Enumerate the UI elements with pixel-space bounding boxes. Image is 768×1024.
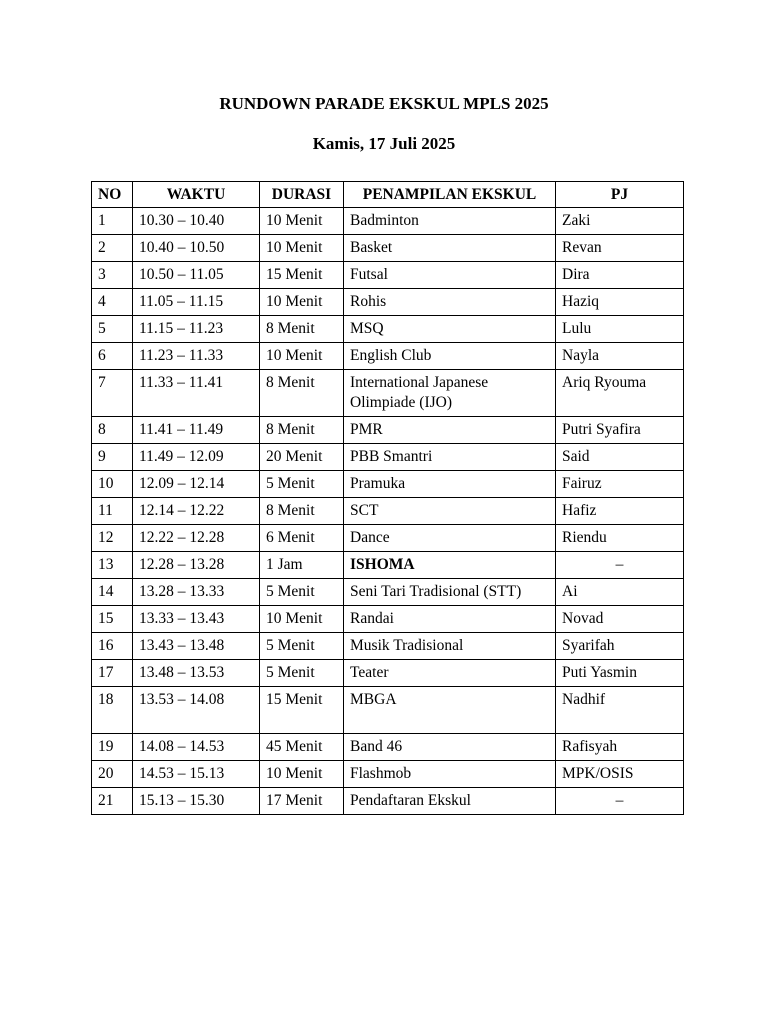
- column-header-waktu: WAKTU: [133, 182, 260, 208]
- cell-penampilan: Badminton: [344, 208, 556, 235]
- table-header-row: [92, 182, 684, 208]
- cell-waktu: 11.41 – 11.49: [133, 417, 260, 444]
- table-row: [92, 761, 684, 788]
- cell-durasi: 10 Menit: [260, 235, 344, 262]
- cell-waktu: 13.28 – 13.33: [133, 579, 260, 606]
- table-row: [92, 525, 684, 552]
- cell-pj: Haziq: [556, 289, 684, 316]
- table-row: [92, 734, 684, 761]
- cell-no: 16: [92, 633, 133, 660]
- cell-waktu: 11.49 – 12.09: [133, 444, 260, 471]
- cell-pj: Puti Yasmin: [556, 660, 684, 687]
- table-row: [92, 444, 684, 471]
- cell-no: 2: [92, 235, 133, 262]
- cell-pj: Rafisyah: [556, 734, 684, 761]
- cell-pj: MPK/OSIS: [556, 761, 684, 788]
- cell-durasi: 15 Menit: [260, 262, 344, 289]
- cell-durasi: 6 Menit: [260, 525, 344, 552]
- cell-pj: Ariq Ryouma: [556, 370, 684, 417]
- cell-durasi: 1 Jam: [260, 552, 344, 579]
- cell-penampilan: Flashmob: [344, 761, 556, 788]
- table-row: [92, 370, 684, 417]
- table-row: [92, 417, 684, 444]
- cell-no: 5: [92, 316, 133, 343]
- cell-pj: Novad: [556, 606, 684, 633]
- cell-pj: Riendu: [556, 525, 684, 552]
- cell-durasi: 5 Menit: [260, 633, 344, 660]
- cell-waktu: 11.23 – 11.33: [133, 343, 260, 370]
- cell-waktu: 14.53 – 15.13: [133, 761, 260, 788]
- cell-penampilan: English Club: [344, 343, 556, 370]
- table-row: [92, 262, 684, 289]
- cell-pj: Hafiz: [556, 498, 684, 525]
- cell-no: 6: [92, 343, 133, 370]
- table-row: [92, 289, 684, 316]
- table-row: [92, 471, 684, 498]
- cell-no: 21: [92, 788, 133, 815]
- cell-durasi: 8 Menit: [260, 498, 344, 525]
- cell-durasi: 15 Menit: [260, 687, 344, 734]
- cell-no: 17: [92, 660, 133, 687]
- cell-pj: –: [556, 788, 684, 815]
- cell-no: 7: [92, 370, 133, 417]
- cell-penampilan: PMR: [344, 417, 556, 444]
- cell-pj: Putri Syafira: [556, 417, 684, 444]
- cell-waktu: 11.33 – 11.41: [133, 370, 260, 417]
- cell-waktu: 13.48 – 13.53: [133, 660, 260, 687]
- cell-penampilan: International Japanese Olimpiade (IJO): [344, 370, 556, 417]
- table-row: [92, 633, 684, 660]
- cell-penampilan: Pramuka: [344, 471, 556, 498]
- cell-waktu: 10.50 – 11.05: [133, 262, 260, 289]
- cell-pj: Zaki: [556, 208, 684, 235]
- cell-penampilan: Seni Tari Tradisional (STT): [344, 579, 556, 606]
- table-body: [92, 208, 684, 815]
- cell-waktu: 14.08 – 14.53: [133, 734, 260, 761]
- cell-waktu: 12.09 – 12.14: [133, 471, 260, 498]
- cell-durasi: 5 Menit: [260, 660, 344, 687]
- cell-durasi: 17 Menit: [260, 788, 344, 815]
- table-row: [92, 660, 684, 687]
- cell-no: 9: [92, 444, 133, 471]
- column-header-pj: PJ: [556, 182, 684, 208]
- document-title: RUNDOWN PARADE EKSKUL MPLS 2025: [219, 94, 549, 113]
- cell-no: 18: [92, 687, 133, 734]
- cell-pj: Ai: [556, 579, 684, 606]
- cell-penampilan: PBB Smantri: [344, 444, 556, 471]
- cell-no: 15: [92, 606, 133, 633]
- cell-durasi: 10 Menit: [260, 343, 344, 370]
- table-row: [92, 343, 684, 370]
- cell-no: 10: [92, 471, 133, 498]
- table-row: [92, 579, 684, 606]
- cell-durasi: 10 Menit: [260, 289, 344, 316]
- cell-penampilan: MSQ: [344, 316, 556, 343]
- cell-penampilan: SCT: [344, 498, 556, 525]
- cell-waktu: 13.53 – 14.08: [133, 687, 260, 734]
- table-row: [92, 208, 684, 235]
- column-header-no: NO: [92, 182, 133, 208]
- cell-pj: Lulu: [556, 316, 684, 343]
- cell-pj: Revan: [556, 235, 684, 262]
- cell-pj: Nadhif: [556, 687, 684, 734]
- cell-penampilan: Randai: [344, 606, 556, 633]
- table-row: [92, 498, 684, 525]
- cell-penampilan: Dance: [344, 525, 556, 552]
- cell-penampilan: Basket: [344, 235, 556, 262]
- cell-durasi: 20 Menit: [260, 444, 344, 471]
- cell-durasi: 5 Menit: [260, 471, 344, 498]
- cell-waktu: 12.28 – 13.28: [133, 552, 260, 579]
- table-row: [92, 235, 684, 262]
- cell-no: 8: [92, 417, 133, 444]
- cell-penampilan: Futsal: [344, 262, 556, 289]
- cell-durasi: 5 Menit: [260, 579, 344, 606]
- table-row: [92, 606, 684, 633]
- cell-pj: Said: [556, 444, 684, 471]
- column-header-penampilan: PENAMPILAN EKSKUL: [344, 182, 556, 208]
- column-header-durasi: DURASI: [260, 182, 344, 208]
- cell-waktu: 13.43 – 13.48: [133, 633, 260, 660]
- cell-penampilan: Teater: [344, 660, 556, 687]
- cell-no: 4: [92, 289, 133, 316]
- cell-durasi: 10 Menit: [260, 761, 344, 788]
- table-row: [92, 316, 684, 343]
- cell-no: 3: [92, 262, 133, 289]
- cell-waktu: 15.13 – 15.30: [133, 788, 260, 815]
- cell-waktu: 10.40 – 10.50: [133, 235, 260, 262]
- cell-waktu: 13.33 – 13.43: [133, 606, 260, 633]
- cell-no: 20: [92, 761, 133, 788]
- cell-penampilan: Pendaftaran Ekskul: [344, 788, 556, 815]
- table-row: [92, 552, 684, 579]
- cell-no: 12: [92, 525, 133, 552]
- cell-pj: –: [556, 552, 684, 579]
- cell-pj: Nayla: [556, 343, 684, 370]
- cell-penampilan: Rohis: [344, 289, 556, 316]
- cell-penampilan: Band 46: [344, 734, 556, 761]
- cell-waktu: 12.22 – 12.28: [133, 525, 260, 552]
- cell-pj: Syarifah: [556, 633, 684, 660]
- cell-penampilan: ISHOMA: [344, 552, 556, 579]
- cell-waktu: 12.14 – 12.22: [133, 498, 260, 525]
- cell-pj: Fairuz: [556, 471, 684, 498]
- cell-no: 19: [92, 734, 133, 761]
- cell-durasi: 10 Menit: [260, 208, 344, 235]
- cell-no: 1: [92, 208, 133, 235]
- rundown-table: [91, 181, 684, 815]
- cell-durasi: 10 Menit: [260, 606, 344, 633]
- document-date: Kamis, 17 Juli 2025: [312, 134, 456, 153]
- table-row: [92, 687, 684, 734]
- cell-no: 13: [92, 552, 133, 579]
- cell-durasi: 8 Menit: [260, 370, 344, 417]
- cell-durasi: 8 Menit: [260, 417, 344, 444]
- cell-durasi: 45 Menit: [260, 734, 344, 761]
- cell-penampilan: MBGA: [344, 687, 556, 734]
- table-row: [92, 788, 684, 815]
- cell-waktu: 11.15 – 11.23: [133, 316, 260, 343]
- cell-waktu: 11.05 – 11.15: [133, 289, 260, 316]
- cell-no: 14: [92, 579, 133, 606]
- cell-no: 11: [92, 498, 133, 525]
- cell-pj: Dira: [556, 262, 684, 289]
- cell-penampilan: Musik Tradisional: [344, 633, 556, 660]
- cell-waktu: 10.30 – 10.40: [133, 208, 260, 235]
- cell-durasi: 8 Menit: [260, 316, 344, 343]
